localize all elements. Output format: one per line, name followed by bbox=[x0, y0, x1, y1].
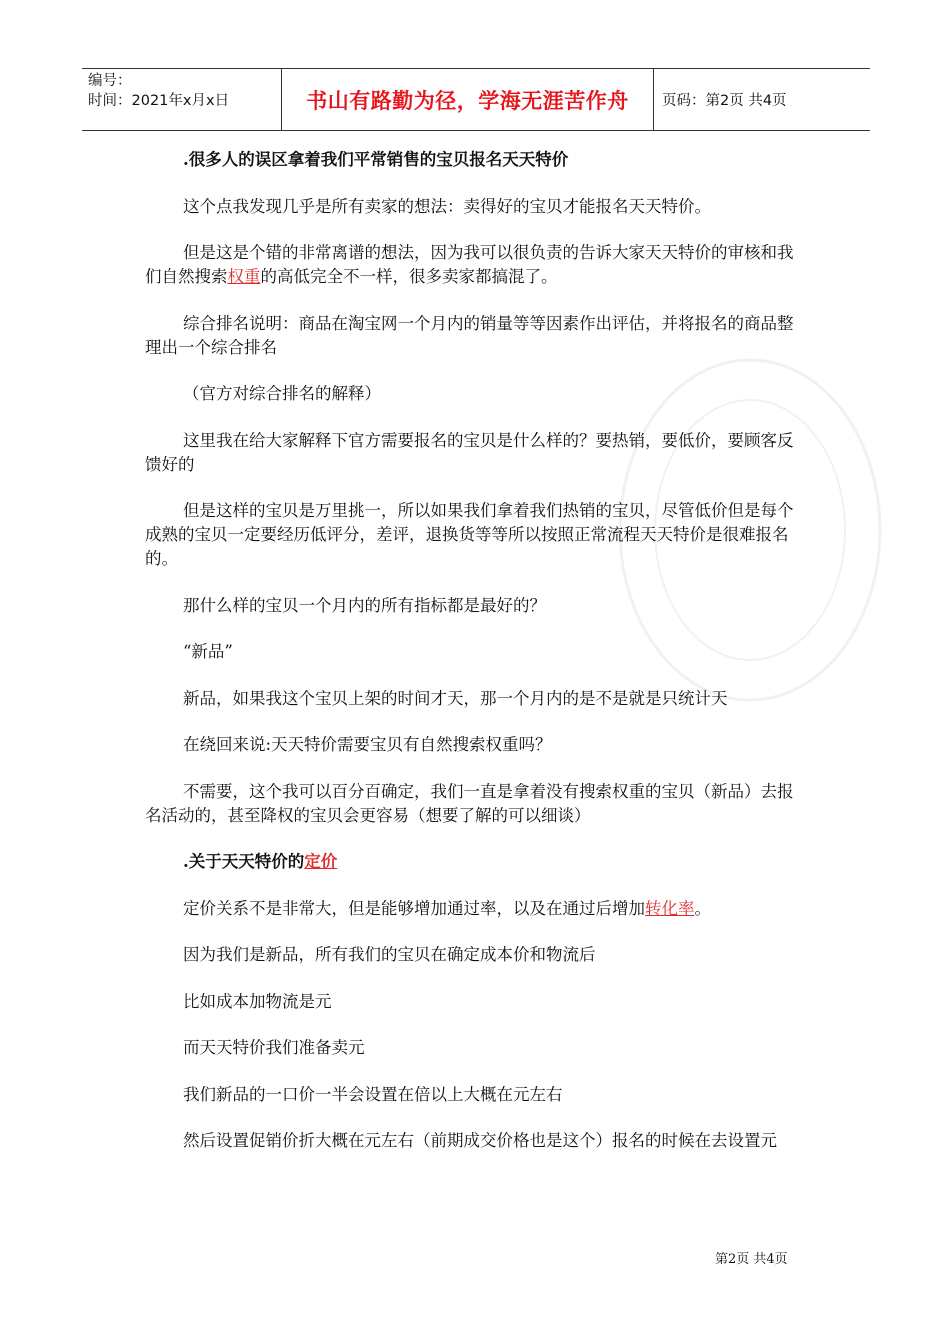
conversion-rate-link[interactable]: 转化率 bbox=[645, 898, 695, 918]
paragraph-text: 定价关系不是非常大，但是能够增加通过率，以及在通过后增加 bbox=[183, 898, 645, 918]
page-header bbox=[82, 68, 870, 131]
paragraph: 然后设置促销价折大概在元左右（前期成交价格也是这个）报名的时候在去设置元 bbox=[183, 1131, 777, 1150]
paragraph-text: 。 bbox=[694, 898, 711, 918]
page-footer: 第2页 共4页 bbox=[715, 1252, 788, 1267]
paragraph: 这个点我发现几乎是所有卖家的想法：卖得好的宝贝才能报名天天特价。 bbox=[183, 196, 711, 216]
paragraph: “新品” bbox=[183, 642, 233, 661]
paragraph: 因为我们是新品，所有我们的宝贝在确定成本价和物流后 bbox=[183, 945, 596, 964]
paragraph-text: 但是这是个错的非常离谱的想法，因为我可以很负责的告诉大家天天特价的审核和我们自然搜索 bbox=[145, 243, 794, 286]
paragraph bbox=[145, 897, 807, 921]
header-page-number: 页码：第2页 共4页 bbox=[662, 93, 787, 109]
paragraph bbox=[145, 241, 807, 289]
paragraph: 不需要，这个我可以百分百确定，我们一直是拿着没有搜索权重的宝贝（新品）去报名活动的，甚至降权的宝贝会更容易（想要了解的可以细谈） bbox=[145, 781, 794, 825]
date-label: 时间：2021年x月x日 bbox=[88, 93, 230, 109]
paragraph: 我们新品的一口价一半会设置在倍以上大概在元左右 bbox=[183, 1084, 563, 1104]
paragraph: 那什么样的宝贝一个月内的所有指标都是最好的？ bbox=[183, 595, 546, 615]
paragraph: 而天天特价我们准备卖元 bbox=[183, 1038, 365, 1057]
number-label: 编号： bbox=[88, 73, 132, 89]
heading-text: .关于天天特价的 bbox=[183, 852, 305, 871]
paragraph-text: 的高低完全不一样，很多卖家都搞混了。 bbox=[260, 267, 558, 286]
paragraph: 这里我在给大家解释下官方需要报名的宝贝是什么样的？要热销，要低价，要顾客反馈好的 bbox=[145, 430, 794, 474]
section-heading: .很多人的误区拿着我们平常销售的宝贝报名天天特价 bbox=[183, 150, 569, 169]
header-motto: 书山有路勤为径，学海无涯苦作舟 bbox=[282, 69, 654, 130]
header-meta bbox=[82, 69, 282, 130]
paragraph: 比如成本加物流是元 bbox=[183, 991, 332, 1011]
section-heading bbox=[145, 850, 807, 874]
weight-link[interactable]: 权重 bbox=[227, 267, 261, 286]
paragraph: 但是这样的宝贝是万里挑一，所以如果我们拿着我们热销的宝贝，尽管低价但是每个成熟的宝贝一定要经历低评分，差评，退换货等等所以按照正常流程天天特价是很难报名的。 bbox=[145, 501, 794, 568]
pricing-link[interactable]: 定价 bbox=[304, 852, 338, 871]
paragraph: 新品，如果我这个宝贝上架的时间才天，那一个月内的是不是就是只统计天 bbox=[183, 688, 728, 708]
paragraph: 综合排名说明：商品在淘宝网一个月内的销量等等因素作出评估，并将报名的商品整理出一个综合排名 bbox=[145, 313, 794, 357]
paragraph: 在绕回来说:天天特价需要宝贝有自然搜索权重吗？ bbox=[183, 735, 552, 754]
document-body bbox=[145, 148, 807, 1176]
paragraph: （官方对综合排名的解释） bbox=[183, 384, 381, 403]
